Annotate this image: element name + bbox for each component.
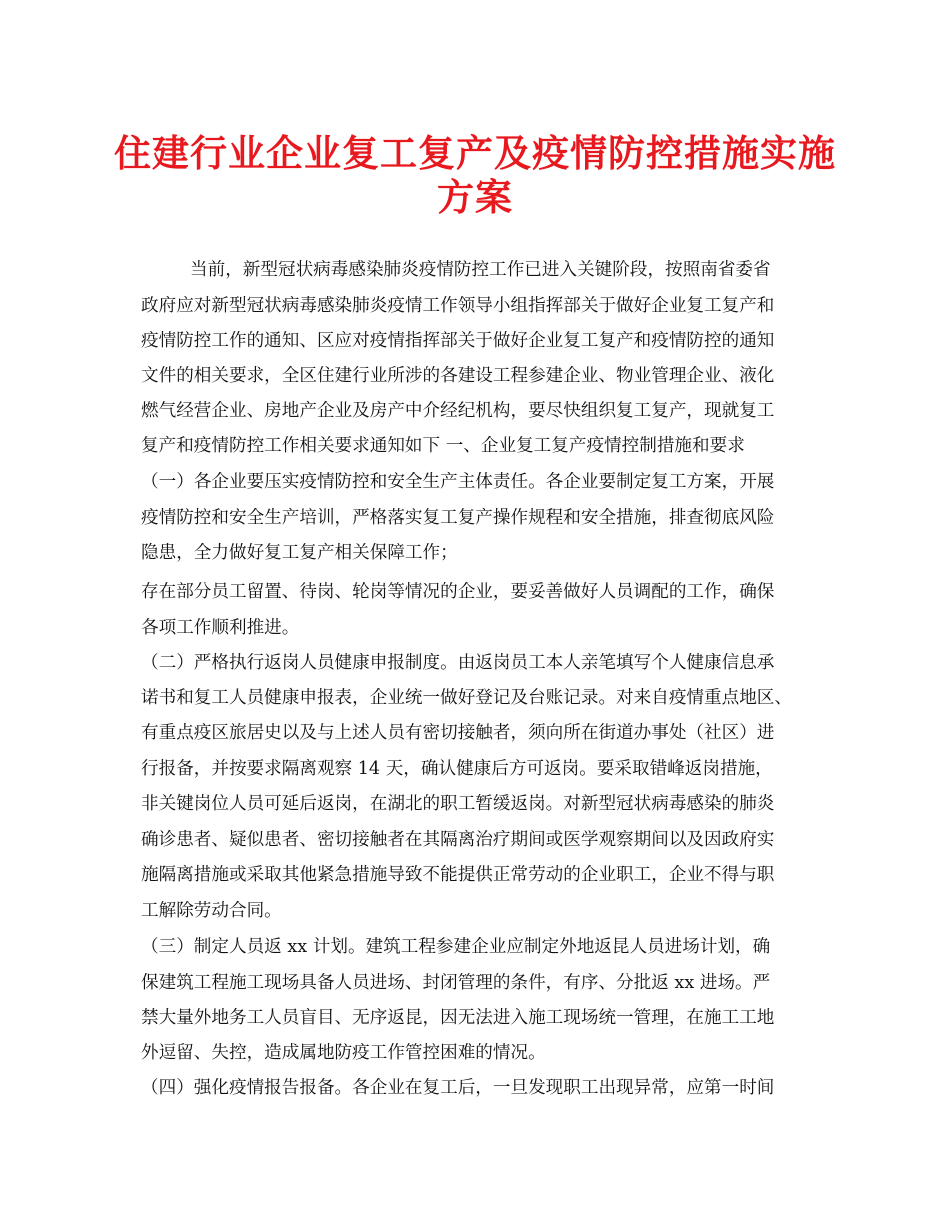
paragraph-line: 施隔离措施或采取其他紧急措施导致不能提供正常劳动的企业职工，企业不得与职 bbox=[141, 865, 775, 885]
paragraph-line: 确诊患者、疑似患者、密切接触者在其隔离治疗期间或医学观察期间以及因政府实 bbox=[141, 830, 775, 850]
paragraph-line: 文件的相关要求，全区住建行业所涉的各建设工程参建企业、物业管理企业、液化 bbox=[141, 366, 775, 386]
paragraph-line: 禁大量外地务工人员盲目、无序返昆，因无法进入施工现场统一管理，在施工工地 bbox=[141, 1008, 775, 1028]
paragraph-line: （二）严格执行返岗人员健康申报制度。由返岗员工本人亲笔填写个人健康信息承 bbox=[141, 653, 775, 673]
paragraph-line: 疫情防控工作的通知、区应对疫情指挥部关于做好企业复工复产和疫情防控的通知 bbox=[141, 331, 775, 351]
paragraph-line: 外逗留、失控，造成属地防疫工作管控困难的情况。 bbox=[141, 1043, 546, 1063]
paragraph-line: 行报备，并按要求隔离观察 14 天，确认健康后方可返岗。要采取错峰返岗措施， bbox=[141, 759, 773, 779]
paragraph-line: 非关键岗位人员可延后返岗，在湖北的职工暂缓返岗。对新型冠状病毒感染的肺炎 bbox=[141, 794, 775, 814]
document-title-line-1: 住建行业企业复工复产及疫情防控措施实施 bbox=[114, 131, 836, 175]
paragraph-line: 疫情防控和安全生产培训，严格落实复工复产操作规程和安全措施，排查彻底风险 bbox=[141, 508, 775, 528]
paragraph-line: 政府应对新型冠状病毒感染肺炎疫情工作领导小组指挥部关于做好企业复工复产和 bbox=[141, 296, 775, 316]
paragraph-line: （三）制定人员返 xx 计划。建筑工程参建企业应制定外地返昆人员进场计划，确 bbox=[141, 937, 771, 957]
paragraph-line: 诺书和复工人员健康申报表，企业统一做好登记及台账记录。对来自疫情重点地区、 bbox=[141, 688, 792, 708]
paragraph-line: 各项工作顺利推进。 bbox=[141, 618, 300, 638]
paragraph-line: （一）各企业要压实疫情防控和安全生产主体责任。各企业要制定复工方案，开展 bbox=[141, 472, 775, 492]
paragraph-line: 当前，新型冠状病毒感染肺炎疫情防控工作已进入关键阶段，按照南省委省 bbox=[190, 260, 771, 280]
paragraph-line: 有重点疫区旅居史以及与上述人员有密切接触者，须向所在街道办事处（社区）进 bbox=[141, 723, 775, 743]
paragraph-line: 存在部分员工留置、待岗、轮岗等情况的企业，要妥善做好人员调配的工作，确保 bbox=[141, 582, 775, 602]
document-title-line-2: 方案 bbox=[437, 175, 513, 219]
paragraph-line: 隐患，全力做好复工复产相关保障工作； bbox=[141, 543, 458, 563]
paragraph-line: 保建筑工程施工现场具备人员进场、封闭管理的条件，有序、分批返 xx 进场。严 bbox=[141, 973, 771, 993]
paragraph-line: 复产和疫情防控工作相关要求通知如下 一、企业复工复产疫情控制措施和要求 bbox=[141, 436, 745, 456]
paragraph-line: 工解除劳动合同。 bbox=[141, 901, 282, 921]
paragraph-line: （四）强化疫情报告报备。各企业在复工后，一旦发现职工出现异常，应第一时间 bbox=[141, 1078, 775, 1098]
paragraph-line: 燃气经营企业、房地产企业及房产中介经纪机构，要尽快组织复工复产，现就复工 bbox=[141, 401, 775, 421]
